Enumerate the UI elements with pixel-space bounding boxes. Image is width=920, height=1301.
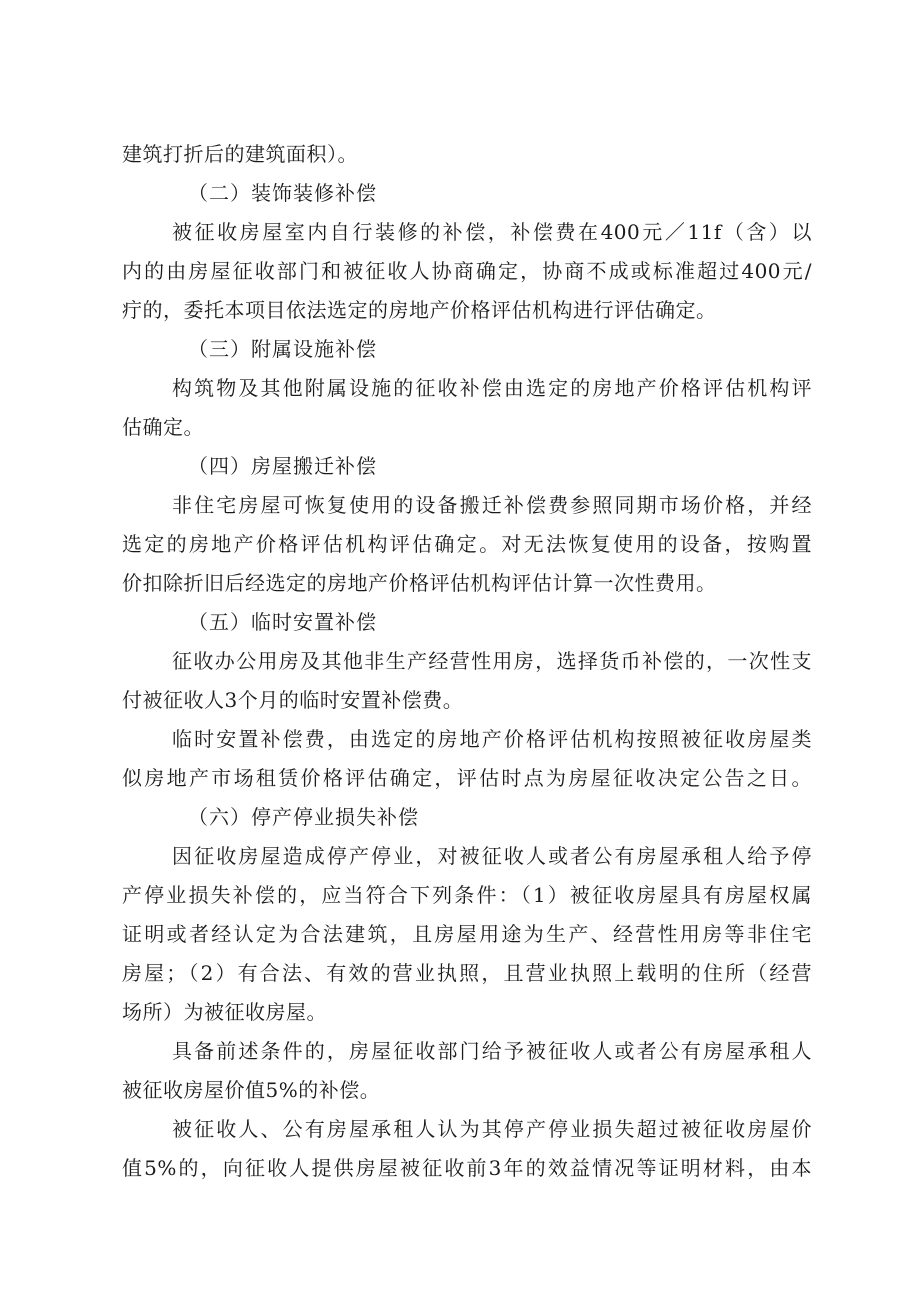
paragraph-line: 被征收房屋室内自行装修的补偿，补偿费在400元／11f（含）以: [172, 220, 812, 244]
paragraph-line: 被征收人、公有房屋承租人认为其停产停业损失超过被征收房屋价: [172, 1117, 812, 1141]
paragraph-line: 付被征收人3个月的临时安置补偿费。: [122, 688, 464, 712]
section-heading-business-loss: （六）停产停业损失补偿: [188, 805, 419, 829]
paragraph-line: 疔的，委托本项目依法选定的房地产价格评估机构进行评估确定。: [122, 298, 717, 322]
paragraph-line: 具备前述条件的，房屋征收部门给予被征收人或者公有房屋承租人: [172, 1039, 812, 1063]
paragraph-line: 产停业损失补偿的，应当符合下列条件：（1）被征收房屋具有房屋权属: [122, 883, 812, 907]
section-heading-facilities: （三）附属设施补偿: [188, 337, 377, 361]
paragraph-line: 选定的房地产价格评估机构评估确定。对无法恢复使用的设备，按购置: [122, 532, 812, 556]
paragraph-line: 内的由房屋征收部门和被征收人协商确定，协商不成或标准超过400元/: [122, 259, 812, 283]
paragraph-line: 征收办公用房及其他非生产经营性用房，选择货币补偿的，一次性支: [172, 649, 812, 673]
paragraph-line: 估确定。: [122, 415, 204, 439]
paragraph-line: 房屋；（2）有合法、有效的营业执照，且营业执照上载明的住所（经营: [122, 961, 812, 985]
section-heading-temporary: （五）临时安置补偿: [188, 610, 377, 634]
section-heading-decoration: （二）装饰装修补偿: [188, 181, 377, 205]
paragraph-line: 证明或者经认定为合法建筑，且房屋用途为生产、经营性用房等非住宅: [122, 922, 812, 946]
paragraph-line: 临时安置补偿费，由选定的房地产价格评估机构按照被征收房屋类: [172, 727, 812, 751]
paragraph-line: 似房地产市场租赁价格评估确定，评估时点为房屋征收决定公告之日。: [122, 766, 812, 790]
paragraph-line: 非住宅房屋可恢复使用的设备搬迁补偿费参照同期市场价格，并经: [172, 493, 812, 517]
paragraph-line: 构筑物及其他附属设施的征收补偿由选定的房地产价格评估机构评: [172, 376, 812, 400]
paragraph-line: 值5%的，向征收人提供房屋被征收前3年的效益情况等证明材料，由本: [122, 1156, 812, 1180]
paragraph-line: 价扣除折旧后经选定的房地产价格评估机构评估计算一次性费用。: [122, 571, 717, 595]
paragraph-line: 场所）为被征收房屋。: [122, 1000, 327, 1024]
paragraph-line: 因征收房屋造成停产停业，对被征收人或者公有房屋承租人给予停: [172, 844, 812, 868]
paragraph-line: 被征收房屋价值5%的补偿。: [122, 1078, 381, 1102]
paragraph-line: 建筑打折后的建筑面积）。: [122, 142, 358, 166]
section-heading-relocation: （四）房屋搬迁补偿: [188, 454, 377, 478]
